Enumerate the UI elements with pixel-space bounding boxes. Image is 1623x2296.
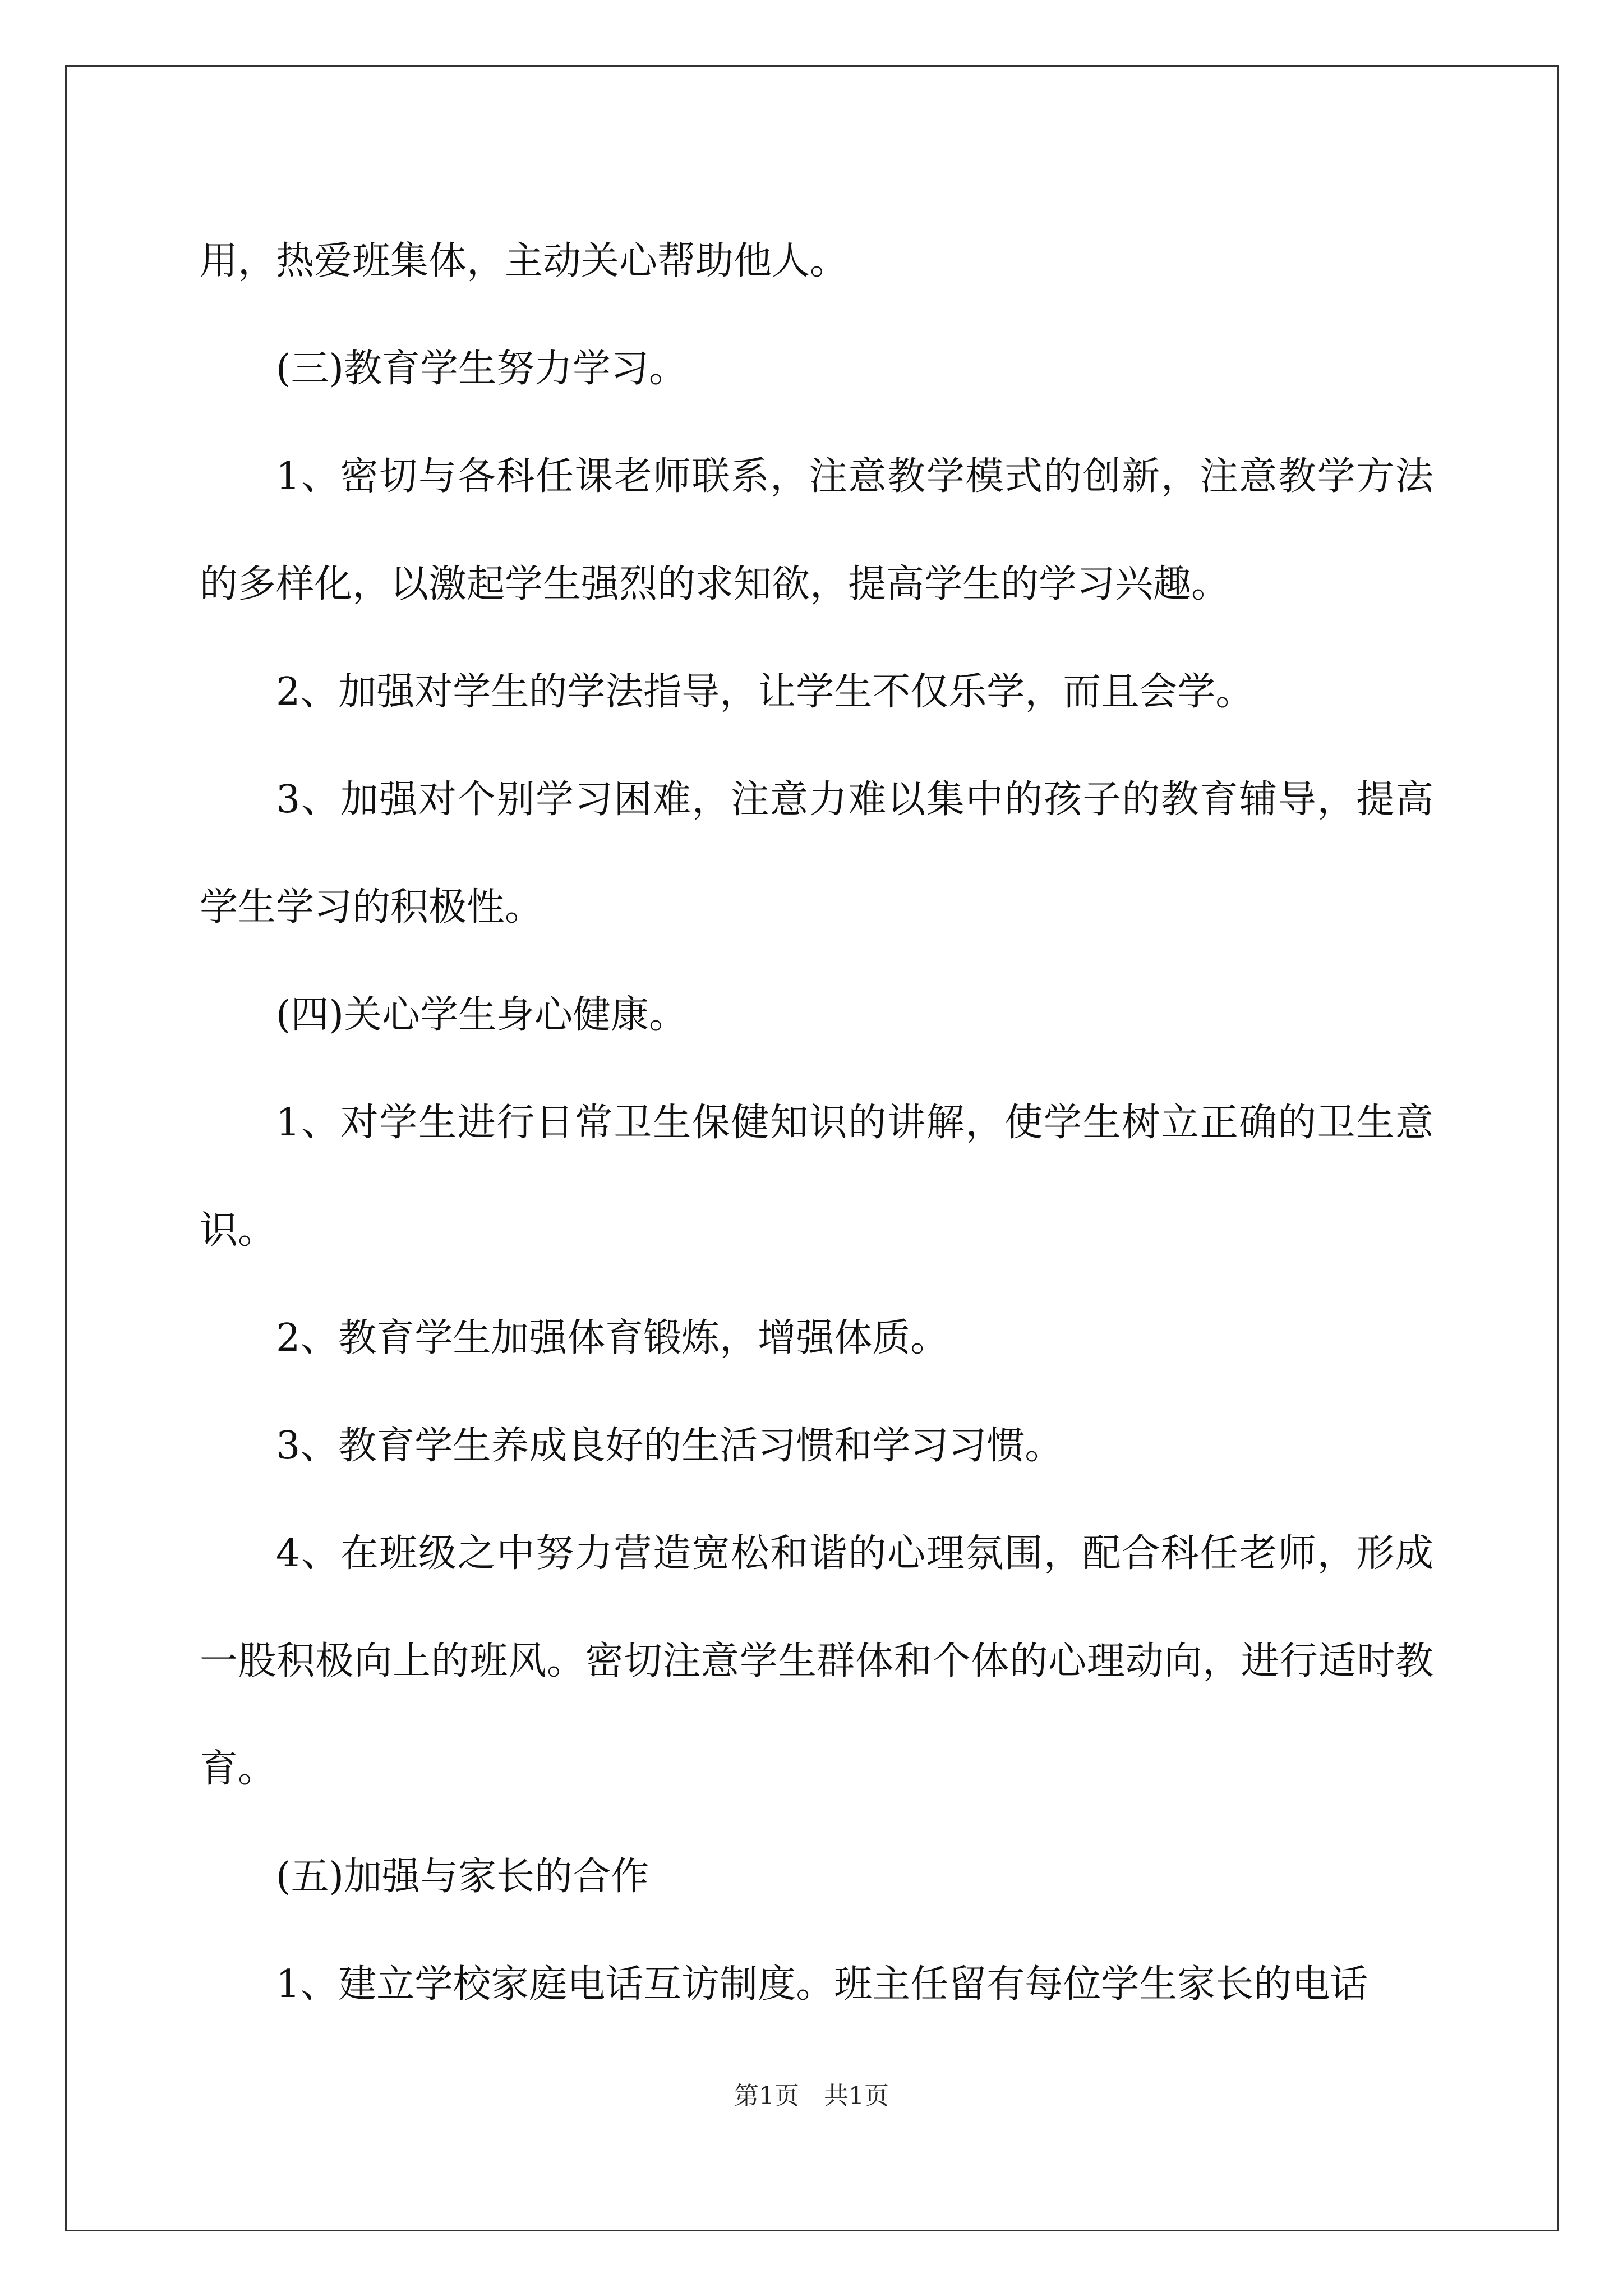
paragraph: 3、加强对个别学习困难，注意力难以集中的孩子的教育辅导，提高学生学习的积极性。 [200, 777, 1433, 930]
paragraph: 1、建立学校家庭电话互访制度。班主任留有每位学生家长的电话 [276, 1962, 1368, 2007]
page-footer [0, 2076, 1623, 2111]
paragraph: 2、加强对学生的学法指导，让学生不仅乐学，而且会学。 [276, 670, 1254, 714]
paragraph: 用，热爱班集体，主动关心帮助他人。 [200, 239, 849, 283]
paragraph: 2、教育学生加强体育锻炼，增强体质。 [276, 1316, 949, 1360]
section-heading: (三)教育学生努力学习。 [276, 347, 688, 391]
paragraph: 1、对学生进行日常卫生保健知识的讲解，使学生树立正确的卫生意识。 [200, 1101, 1433, 1253]
page-number: 第1页 [734, 2082, 799, 2110]
section-heading: (五)加强与家长的合作 [276, 1855, 649, 1899]
section-heading: (四)关心学生身心健康。 [276, 993, 688, 1037]
paragraph: 3、教育学生养成良好的生活习惯和学习习惯。 [276, 1424, 1063, 1468]
paragraph: 4、在班级之中努力营造宽松和谐的心理氛围，配合科任老师，形成一股积极向上的班风。密切注意学生群体和个体的心理动向，进行适时教育。 [200, 1531, 1433, 1791]
document-body [200, 208, 1433, 2039]
paragraph: 1、密切与各科任课老师联系，注意教学模式的创新，注意教学方法的多样化，以激起学生强烈的求知欲，提高学生的学习兴趣。 [200, 454, 1433, 606]
total-pages: 共1页 [824, 2082, 889, 2110]
